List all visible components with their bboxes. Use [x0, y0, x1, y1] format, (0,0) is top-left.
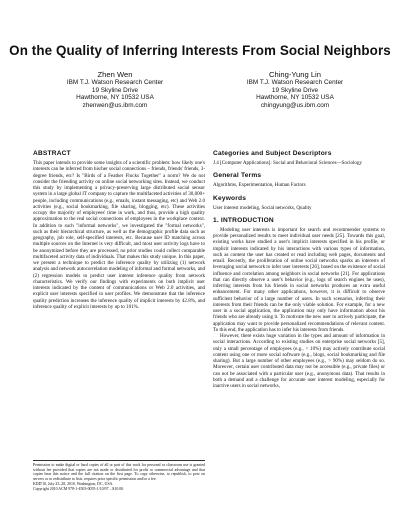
introduction-paragraph: Modeling user interests is important for search and recommender systems to provide personalized results to meet individual user needs [25]. Towards this goal, existing works have studied a user's implicit interests specified in his profile, or implicit interests indicated by his interactions with various types of information, such as content the user has created or read including web pages, documents and email. Recently, the proliferation of online social networks sparks an interests of leveraging social network to infer user interests [26], based on the existence of social influence and correlation among neighbors in social networks [21]. For applications that can directly observe a user's behavior (e.g., logs of search engines he uses), inferring interests from his friends in social networks produces an extra useful enhancement. For many other applications, however, it is difficult to observe sufficient behavior of a large number of users. In such scenarios, inferring their interests from their friends can be the only viable solution. For example, for a new user in a social application, the application may only have information about his friends who are already using it. To motivate the new user to actively participate, the application may want to provide personalized recommendations of relevant content. To this end, the application has to infer his interests from friends.	[213, 226, 385, 333]
general-terms-heading: General Terms	[213, 172, 262, 180]
categories-text: J.4 [Computer Applications]: Social and Behavioral Sciences—Sociology	[213, 160, 362, 166]
author-address-line: 19 Skyline Drive	[91, 86, 139, 94]
categories-heading: Categories and Subject Descriptors	[213, 150, 332, 157]
paper-title: On the Quality of Inferring Interests From Social Neighbors	[9, 43, 391, 58]
abstract-heading: ABSTRACT	[33, 150, 71, 157]
right-column	[213, 150, 385, 389]
author-block-2	[210, 70, 380, 109]
author-block-1	[30, 70, 200, 109]
keywords-heading: Keywords	[213, 194, 247, 202]
author-affiliation: IBM T.J. Watson Research Center	[246, 79, 344, 86]
introduction-paragraph: However, there exists huge variation in the types and amount of information in social interactions. According to existing studies on enterprise social networks [5], only a small percentage of employees (e.g., < 10%) may actively contribute social content using one or more social software (e.g., blogs, social bookmarking and file sharing). But a large number of other employees (e.g., > 90%) may seldom do so. Moreover, certain user contributed data may not be accessible (e.g., private files) or can not be associated with a particular user (e.g., anonymous data). That results in both a demand and a challenge for accurate user interest modeling, especially for inactive users in social networks,	[213, 333, 385, 389]
left-column	[33, 150, 205, 310]
permission-footnote	[33, 460, 205, 491]
introduction-heading: 1. INTRODUCTION	[213, 216, 274, 224]
author-email: chingyung@us.ibm.com	[260, 101, 330, 109]
author-address-line: 19 Skyline Drive	[271, 86, 319, 94]
author-affiliation: IBM T.J. Watson Research Center	[66, 79, 164, 86]
abstract-text: This paper intends to provide some insights of a scientific problem: how likely one's interests can be inferred from his/her social connections – friends, friends' friends, 3-degree friends, etc? Is "Birds of a Feather Flocks Together" a norm? We do not consider the friending activity on online social networking sites. Instead, we conduct this study by implementing a privacy-preserving large distributed social sensor system in a large global IT company to capture the multifaceted activities of 30,000+ people, including communications (e.g., emails, instant messaging, etc) and Web 2.0 activities (e.g., social bookmarking, file sharing, blogging, etc). These activities occupy the majority of employees' time in work, and thus, provide a high quality approximation to the real social connections of employees in the workplace context. In addition to such "informal networks", we investigated the "formal networks", such as their hierarchical structure, as well as the demographic profile data such as geography, job role, self-specified interests, etc. Because user ID matching across multiple sources on the Internet is very difficult, and most user activity logs have to be anonymized before they are processed, no prior studies could collect comparable multifaceted activity data of individuals. That makes this study unique. In this paper, we present a technique to predict the inference quality by utilizing (1) network analysis and network autocorrelation modeling of informal and formal networks, and (2) regression models to predict user interest inference quality from network characteristics. We verify our findings with experiments on both implicit user interests indicated by the content of communications or Web 2.0 activities, and explicit user interests specified in user profiles. We demonstrate that the inference quality prediction increases the inference quality of implicit interests by 42.8%, and inference quality of explicit interests by up to 101%.	[33, 160, 205, 310]
copyright-line: Copyright 2010 ACM 978-1-4503-0055-1/10/07 ...$10.00.	[33, 486, 125, 491]
author-name: Zhen Wen	[97, 70, 133, 79]
permission-text: Permission to make digital or hard copies of all or part of this work for personal or classroom use is granted without fee provided that copies are not made or distributed for profit or commercial advantage and that copies bear this notice and the full citation on the first page. To copy otherwise, to republish, to post on servers or to redistribute to lists, requires prior specific permission and/or a fee.	[33, 463, 205, 482]
keywords-text: User interest modeling, Social networks, Quality	[213, 204, 312, 211]
general-terms-text: Algorithms, Experimentation, Human Factors	[213, 182, 306, 189]
author-name: Ching-Yung Lin	[269, 70, 321, 79]
author-email: zhenwen@us.ibm.com	[82, 101, 148, 109]
author-address-line: Hawthorne, NY 10532 USA	[256, 94, 334, 102]
venue-line: KDD'10, July 25–28, 2010, Washington, DC, USA.	[33, 481, 114, 486]
author-address-line: Hawthorne, NY 10532 USA	[76, 94, 154, 102]
